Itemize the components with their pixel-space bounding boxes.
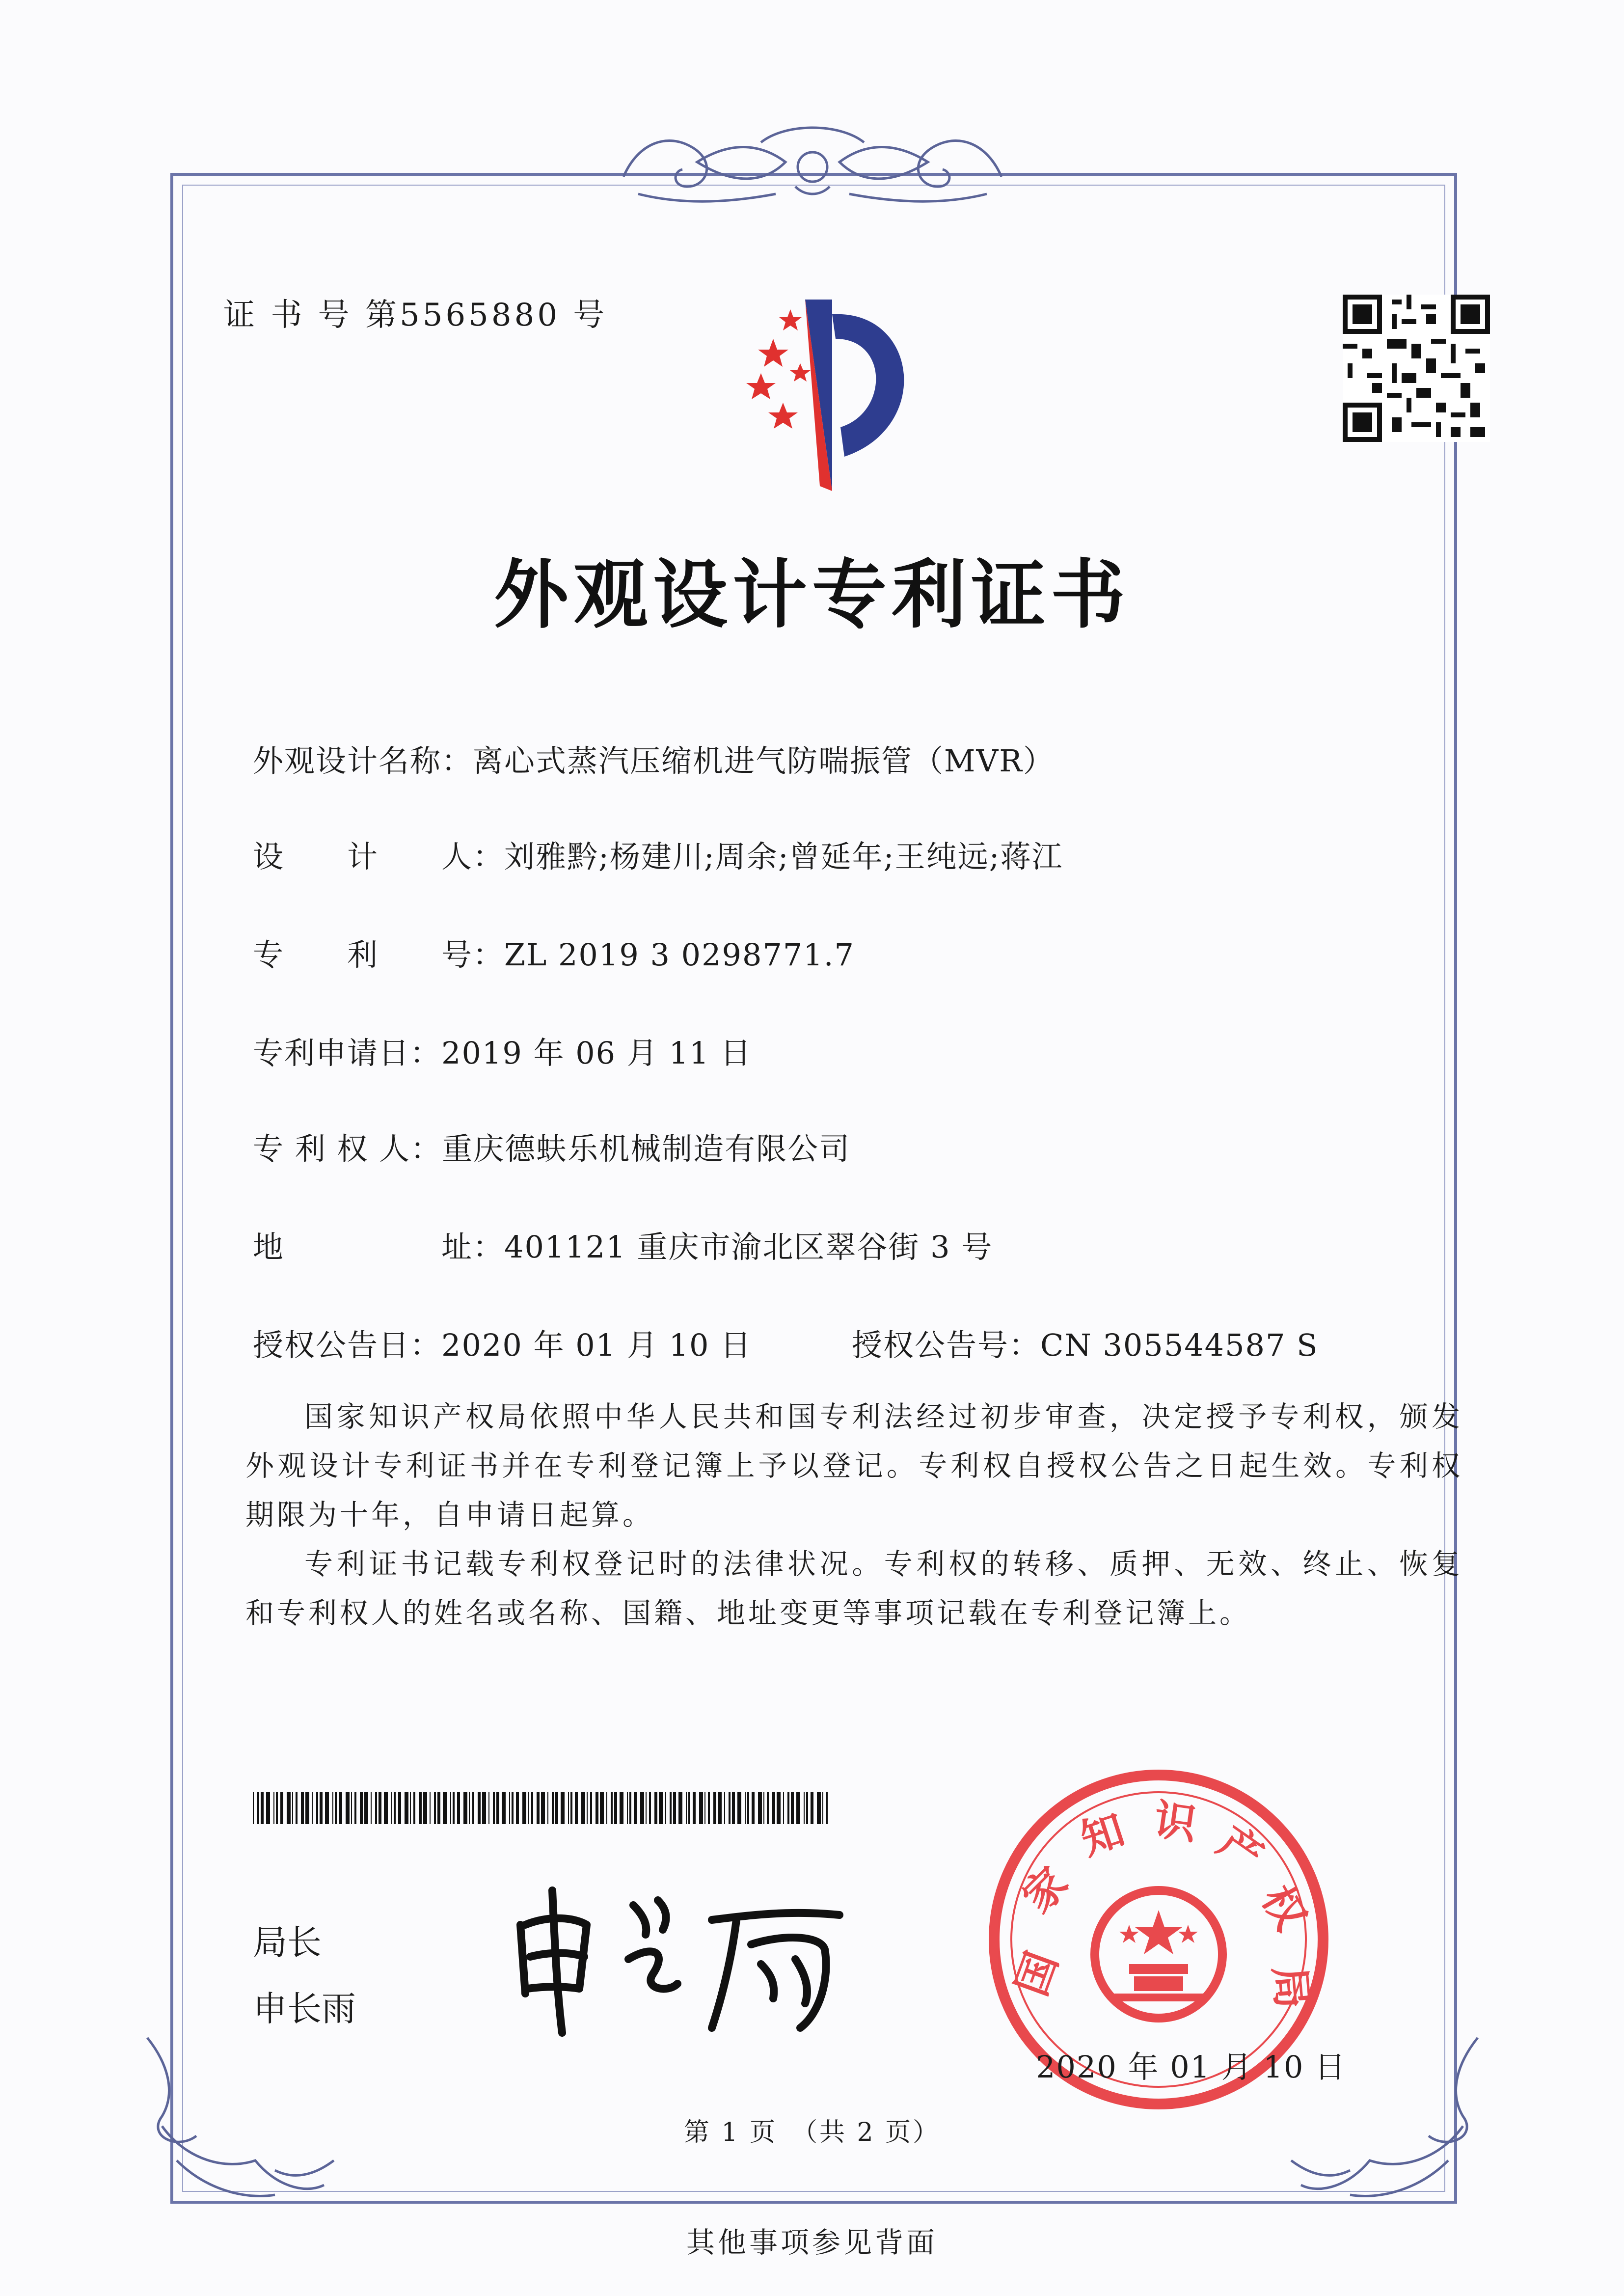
- page-number: 第 1 页 （共 2 页）: [683, 2118, 941, 2147]
- svg-text:国: 国: [1007, 1945, 1068, 2002]
- design-name-row: [253, 737, 1055, 780]
- patent-number-label: 专 利 号：: [253, 937, 505, 973]
- patentee-value: 重庆德蚨乐机械制造有限公司: [442, 1131, 851, 1167]
- grant-date-value: 2020 年 01 月 10 日: [441, 1327, 752, 1363]
- grant-number-value: CN 305544587 S: [1040, 1327, 1319, 1363]
- barcode: [253, 1792, 832, 1824]
- svg-text:识: 识: [1151, 1795, 1200, 1850]
- patentee-row: [253, 1124, 850, 1168]
- patent-office-logo: [731, 280, 987, 506]
- svg-text:产: 产: [1209, 1817, 1272, 1882]
- signature-image: [506, 1871, 859, 2048]
- certificate-statement: [245, 1392, 1463, 1638]
- design-name-label: 外观设计名称：: [253, 743, 473, 779]
- grant-date-label: 授权公告日：: [253, 1327, 442, 1363]
- patent-number-value: ZL 2019 3 0298771.7: [504, 937, 855, 973]
- patentee-label: 专 利 权 人：: [253, 1131, 442, 1167]
- patent-number-row: [253, 930, 855, 974]
- grant-number-label: 授权公告号：: [852, 1327, 1041, 1363]
- seal-date: 2020 年 01 月 10 日: [1036, 2049, 1347, 2085]
- grant-date-row: [253, 1321, 752, 1365]
- certificate-number: 证 书 号 第5565880 号: [223, 297, 608, 333]
- design-name-value: 离心式蒸汽压缩机进气防喘振管（MVR）: [473, 743, 1055, 779]
- svg-text:家: 家: [1013, 1858, 1078, 1923]
- designers-row: [253, 832, 1063, 876]
- application-date-value: 2019 年 06 月 11 日: [441, 1035, 752, 1071]
- grant-number-row: [852, 1321, 1319, 1365]
- address-row: [253, 1223, 993, 1266]
- qr-code: [1343, 295, 1490, 442]
- svg-text:局: 局: [1264, 1964, 1317, 2011]
- back-note: 其他事项参见背面: [686, 2226, 938, 2259]
- svg-text:知: 知: [1075, 1805, 1131, 1865]
- address-label: 地 址：: [253, 1229, 505, 1265]
- application-date-label: 专利申请日：: [253, 1035, 442, 1071]
- page-title: 外观设计专利证书: [494, 551, 1130, 638]
- application-date-row: [253, 1029, 752, 1072]
- statement-paragraph-2: 专利证书记载专利权登记时的法律状况。专利权的转移、质押、无效、终止、恢复和专利权人的姓名或名称、国籍、地址变更等事项记载在专利登记簿上。: [245, 1547, 1463, 1630]
- address-value: 401121 重庆市渝北区翠谷街 3 号: [504, 1229, 993, 1265]
- director-title: 局长: [253, 1922, 322, 1963]
- director-name: 申长雨: [253, 1989, 356, 2029]
- designers-label: 设 计 人：: [253, 839, 505, 875]
- svg-text:权: 权: [1252, 1877, 1316, 1939]
- designers-value: 刘雅黔;杨建川;周余;曾延年;王纯远;蒋江: [504, 839, 1063, 875]
- statement-paragraph-1: 国家知识产权局依照中华人民共和国专利法经过初步审查，决定授予专利权，颁发外观设计专利证书并在专利登记簿上予以登记。专利权自授权公告之日起生效。专利权期限为十年，自申请日起算。: [245, 1400, 1463, 1531]
